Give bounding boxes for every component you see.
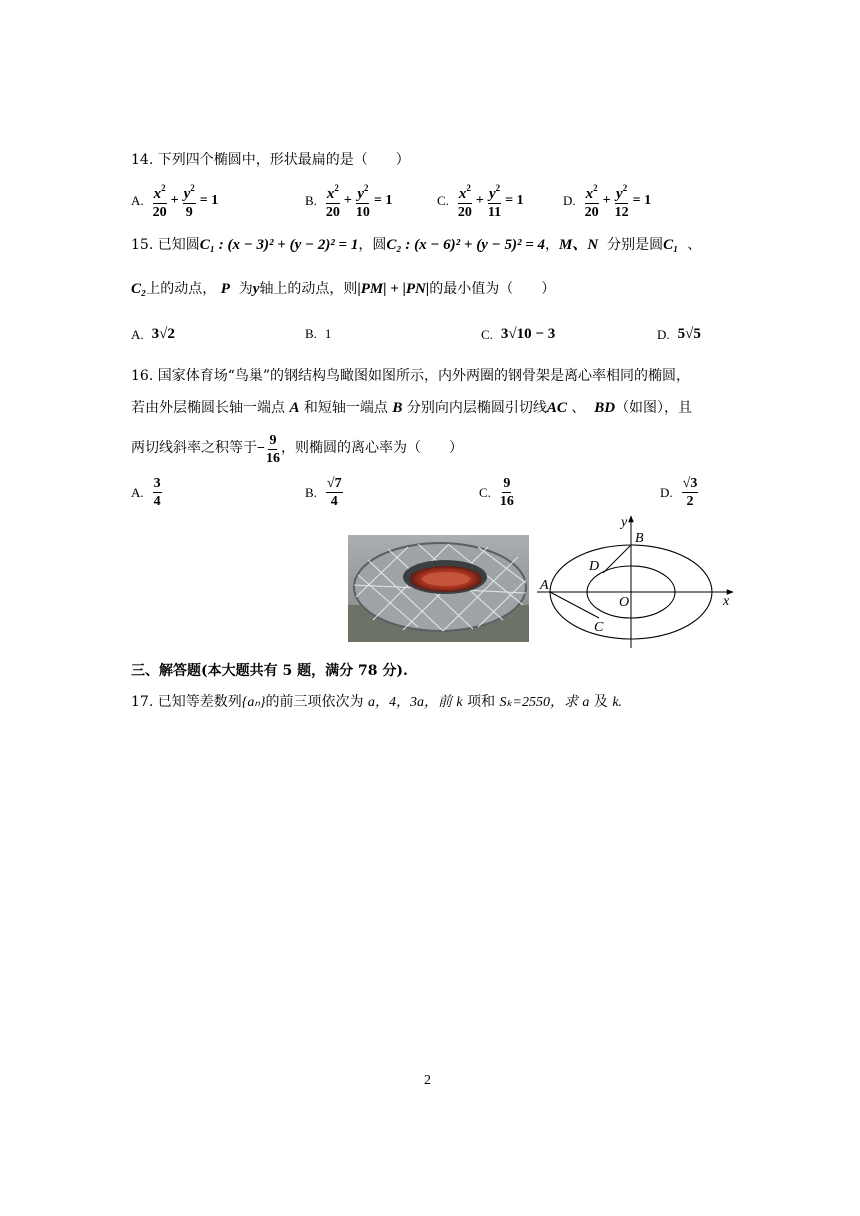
option-value: 3√10 − 3 xyxy=(500,326,556,342)
q15-option-a[interactable]: A. 3√2 xyxy=(131,326,175,342)
tangent-ac xyxy=(550,592,599,618)
label-y: y xyxy=(621,515,628,530)
q14-option-a[interactable] xyxy=(131,180,221,221)
label-o: O xyxy=(619,595,630,610)
option-value: 3√2 xyxy=(151,326,175,342)
q16-option-b[interactable]: B. $\frac{√7}{4}$ xyxy=(305,476,342,509)
section-three-heading: 三、解答题(本大题共有 5 题，满分 78 分). xyxy=(131,663,408,679)
q16-line-3: 两切线斜率之积等于 − $\frac{9}{16}$ ，则椭圆的离心率为（ ） xyxy=(131,432,463,466)
q14-option-c[interactable] xyxy=(437,180,527,221)
ellipse-equation: $\frac{x^2}{20}$ + $\frac{y^2}{9}$ = 1 xyxy=(152,180,222,221)
ellipse-tangent-diagram xyxy=(535,510,745,650)
q15-option-d[interactable]: D. 5√5 xyxy=(657,326,701,342)
label-b: B xyxy=(635,531,644,546)
q16-option-c[interactable]: C. $\frac{9}{16}$ xyxy=(479,476,514,509)
q16-line-1: 16. 国家体育场“鸟巢”的钢结构鸟瞰图如图所示，内外两圈的钢骨架是离心率相同的椭圆， xyxy=(131,368,691,384)
q14-option-b[interactable] xyxy=(305,180,395,221)
circle-c1-equation: C₁ : (x − 3)² + (y − 2)² = 1 xyxy=(199,237,359,253)
q15-option-c[interactable]: C. 3√10 − 3 xyxy=(481,326,556,342)
option-value: 5√5 xyxy=(677,326,701,342)
option-letter: C. xyxy=(437,192,449,208)
option-letter: B. xyxy=(305,192,317,208)
option-value: 1 xyxy=(324,326,332,341)
circle-c2-equation: C₂ : (x − 6)² + (y − 5)² = 4 xyxy=(386,237,545,253)
q15-option-b[interactable]: B. 1 xyxy=(305,326,332,341)
page-number: 2 xyxy=(424,1073,431,1088)
q15-line-1: 15. 已知圆C₁ : (x − 3)² + (y − 2)² = 1，圆C₂ : (x − 6)² + (y − 5)² = 4，M、N 分别是圆C₁ 、 xyxy=(131,237,702,253)
q17-stem: 17. 已知等差数列{aₙ}的前三项依次为 a，4，3a，前 k 项和 Sₖ=2550，求 a 及 k. xyxy=(131,694,623,710)
label-x: x xyxy=(723,594,730,609)
q14-option-d[interactable] xyxy=(563,180,654,221)
label-c: C xyxy=(594,620,604,635)
birds-nest-stadium-photo xyxy=(348,535,529,642)
option-fraction: $\frac{9}{16}$ xyxy=(499,476,514,509)
distance-sum-expression: |PM| + |PN| xyxy=(357,281,430,297)
option-fraction: $\frac{√3}{2}$ xyxy=(682,476,698,509)
label-a: A xyxy=(540,578,549,593)
q16-option-a[interactable]: A. $\frac{3}{4}$ xyxy=(131,476,161,509)
q15-line-2: C₂上的动点， P 为y轴上的动点，则|PM| + |PN|的最小值为（ ） xyxy=(131,281,556,297)
label-d: D xyxy=(589,559,600,574)
option-letter: D. xyxy=(563,192,576,208)
option-fraction: $\frac{√7}{4}$ xyxy=(326,476,342,509)
ellipse-equation: $\frac{x^2}{20}$ + $\frac{y^2}{12}$ = 1 xyxy=(584,180,654,221)
q16-line-2: 若由外层椭圆长轴一端点 A 和短轴一端点 B 分别向内层椭圆引切线AC 、 BD（如图），且 xyxy=(131,400,693,416)
q14-stem: 14. 下列四个椭圆中，形状最扁的是（ ） xyxy=(131,152,410,168)
tangent-bd xyxy=(603,545,631,573)
option-fraction: $\frac{3}{4}$ xyxy=(153,476,161,509)
option-letter: A. xyxy=(131,192,144,208)
q16-option-d[interactable]: D. $\frac{√3}{2}$ xyxy=(660,476,698,509)
ellipse-equation: $\frac{x^2}{20}$ + $\frac{y^2}{10}$ = 1 xyxy=(325,180,395,221)
slope-product-fraction: − $\frac{9}{16}$ xyxy=(257,432,280,466)
ellipse-equation: $\frac{x^2}{20}$ + $\frac{y^2}{11}$ = 1 xyxy=(457,180,527,221)
